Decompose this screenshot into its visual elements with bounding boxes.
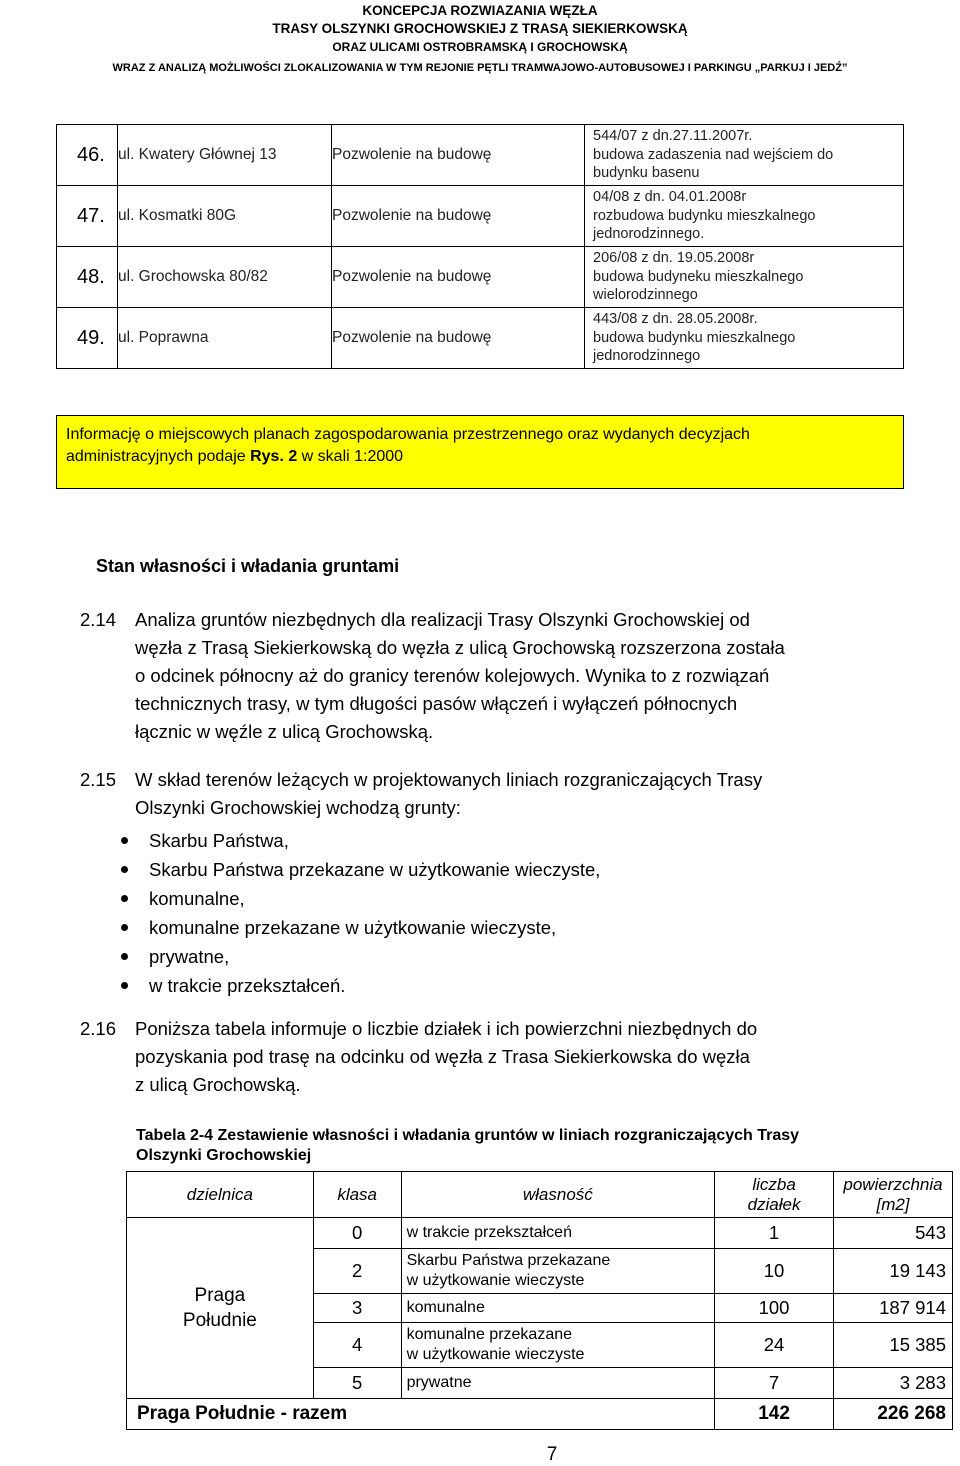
ownership-table [126,1171,953,1430]
ownership-line: komunalne przekazane [406,1326,573,1343]
list-item: Skarbu Państwa przekazane w użytkowanie wieczyste, [104,855,600,884]
permit-address: ul. Kosmatki 80G [118,186,332,247]
text-line: technicznych trasy, w tym długości pasów włączeń i wyłączeń północnych [135,693,738,714]
ownership-line: komunalne [406,1299,485,1316]
class-cell: 4 [313,1323,401,1368]
area-cell: 19 143 [834,1249,953,1294]
permit-type: Pozwolenie na budowę [332,308,585,369]
figure-reference: Rys. 2 [250,448,298,465]
permit-address: ul. Poprawna [118,308,332,369]
class-cell: 2 [313,1249,401,1294]
info-text: administracyjnych podaje [66,448,251,465]
header-line: [m2] [876,1194,910,1214]
permit-address: ul. Kwatery Głównej 13 [118,125,332,186]
text-line: węzła z Trasą Siekierkowską do węzła z ulicą Grochowską rozszerzona została [135,637,785,658]
list-item: komunalne przekazane w użytkowanie wieczyste, [104,913,600,942]
caption-line: Tabela 2-4 Zestawienie własności i władania gruntów w liniach rozgraniczających Trasy [136,1127,800,1144]
col-header-plot-count [715,1172,834,1218]
paragraph-number: 2.15 [80,769,117,790]
plot-count-cell: 1 [715,1218,834,1249]
ownership-line: w trakcie przekształceń [406,1224,572,1241]
permits-table [56,124,904,369]
permit-desc-line: budowa budynku mieszkalnego [593,329,796,346]
plot-count-cell: 10 [715,1249,834,1294]
info-box [56,415,904,489]
permit-description [585,247,904,308]
permit-desc-line: 206/08 z dn. 19.05.2008r [593,250,755,267]
permit-type: Pozwolenie na budowę [332,186,585,247]
permit-type: Pozwolenie na budowę [332,247,585,308]
permit-desc-line: 544/07 z dn.27.11.2007r. [593,128,753,145]
area-cell: 15 385 [834,1323,953,1368]
col-header-class: klasa [313,1172,401,1218]
text-line: W skład terenów leżących w projektowanych liniach rozgraniczających Trasy [135,769,763,790]
total-area: 226 268 [834,1399,953,1430]
doc-header-subtitle: TRASY OLSZYNKI GROCHOWSKIEJ Z TRASĄ SIEKIERKOWSKĄ [272,21,688,36]
class-cell: 3 [313,1294,401,1323]
table-row [57,186,904,247]
paragraph-number: 2.16 [80,1018,117,1039]
permit-desc-line: budynku basenu [593,165,700,182]
class-cell: 0 [313,1218,401,1249]
area-cell: 187 914 [834,1294,953,1323]
info-line-2 [66,446,894,468]
table-row [57,125,904,186]
ownership-cell [401,1249,715,1294]
permit-desc-line: jednorodzinnego. [593,226,705,243]
permit-number: 46. [57,125,118,186]
header-line: działek [747,1194,801,1214]
page-number: 7 [546,1444,558,1465]
table-header-row [127,1172,953,1218]
total-plot-count: 142 [715,1399,834,1430]
text-line: Olszynki Grochowskiej wchodzą grunty: [135,797,461,818]
permit-desc-line: jednorodzinnego [593,348,701,365]
permit-description [585,308,904,369]
paragraph-text [135,1015,960,1099]
permit-description [585,186,904,247]
permit-description [585,125,904,186]
text-line: łącznic w węźle z ulicą Grochowską. [135,721,434,742]
section-title: Stan własności i władania gruntami [96,556,400,576]
ownership-line: w użytkowanie wieczyste [406,1346,585,1363]
permit-type: Pozwolenie na budowę [332,125,585,186]
ownership-line: Skarbu Państwa przekazane [406,1252,611,1269]
text-line: Poniższa tabela informuje o liczbie działek i ich powierzchni niezbędnych do [135,1018,758,1039]
doc-header-subtitle-2: ORAZ ULICAMI OSTROBRAMSKĄ I GROCHOWSKĄ [332,40,628,54]
permit-number: 49. [57,308,118,369]
header-line: liczba [752,1174,796,1194]
doc-header-title: KONCEPCJA ROZWIAZANIA WĘZŁA [362,3,598,18]
table-total-row [127,1399,953,1430]
paragraph-text [135,766,960,822]
text-line: z ulicą Grochowską. [135,1074,301,1095]
table-row [57,247,904,308]
col-header-ownership: własność [401,1172,715,1218]
plot-count-cell: 100 [715,1294,834,1323]
table-row [127,1218,953,1249]
land-types-list [104,826,600,1000]
plot-count-cell: 7 [715,1368,834,1399]
info-line: Informację o miejscowych planach zagospodarowania przestrzennego oraz wydanych decyzjach [66,426,750,443]
district-cell [127,1218,314,1399]
permit-number: 48. [57,247,118,308]
col-header-area [834,1172,953,1218]
doc-header-subtitle-3: WRAZ Z ANALIZĄ MOŻLIWOŚCI ZLOKALIZOWANIA W TYM REJONIE PĘTLI TRAMWAJOWO-AUTOBUSOWEJ I PARKINGU „PARKUJ I JEDŹ” [112,62,848,74]
plot-count-cell: 24 [715,1323,834,1368]
ownership-line: w użytkowanie wieczyste [406,1272,585,1289]
district-line: Praga [194,1285,246,1306]
list-item: prywatne, [104,942,600,971]
header-line: powierzchnia [843,1174,943,1194]
ownership-line: prywatne [406,1374,472,1391]
caption-line: Olszynki Grochowskiej [136,1147,312,1164]
info-scale-text: w skali 1:2000 [297,448,404,465]
permit-desc-line: 443/08 z dn. 28.05.2008r. [593,311,758,328]
class-cell: 5 [313,1368,401,1399]
area-cell: 3 283 [834,1368,953,1399]
permit-desc-line: 04/08 z dn. 04.01.2008r [593,189,747,206]
list-item: w trakcie przekształceń. [104,971,600,1000]
list-item: komunalne, [104,884,600,913]
total-label: Praga Południe - razem [127,1399,715,1430]
permit-desc-line: budowa zadaszenia nad wejściem do [593,146,834,163]
ownership-cell [401,1323,715,1368]
permit-number: 47. [57,186,118,247]
permit-desc-line: wielorodzinnego [593,287,698,304]
area-cell: 543 [834,1218,953,1249]
text-line: Analiza gruntów niezbędnych dla realizacji Trasy Olszynki Grochowskiej od [135,609,750,630]
list-item: Skarbu Państwa, [104,826,600,855]
ownership-cell [401,1294,715,1323]
permit-desc-line: budowa budyneku mieszkalnego [593,268,804,285]
district-line: Południe [182,1310,257,1331]
table-row [57,308,904,369]
text-line: pozyskania pod trasę na odcinku od węzła z Trasa Siekierkowska do węzła [135,1046,750,1067]
permit-desc-line: rozbudowa budynku mieszkalnego [593,207,816,224]
permit-address: ul. Grochowska 80/82 [118,247,332,308]
table-caption [136,1126,799,1166]
paragraph-number: 2.14 [80,609,117,630]
ownership-cell [401,1368,715,1399]
col-header-district: dzielnica [127,1172,314,1218]
paragraph-text [135,606,960,746]
text-line: o odcinek północny aż do granicy terenów kolejowych. Wynika to z rozwiązań [135,665,770,686]
ownership-cell [401,1218,715,1249]
